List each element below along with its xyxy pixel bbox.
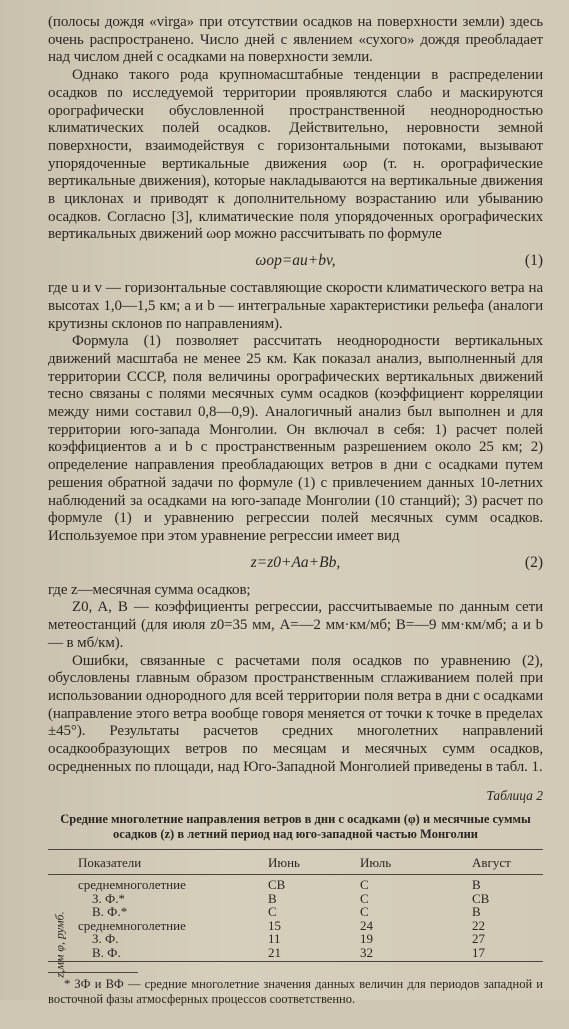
table-cell: 21 bbox=[268, 944, 281, 960]
table-cell: 22 bbox=[472, 917, 485, 933]
table-cell: С bbox=[360, 890, 369, 906]
table-body bbox=[48, 878, 543, 959]
paragraph-5: где z—месячная сумма осадков; bbox=[48, 581, 251, 598]
table-cell: В bbox=[472, 904, 481, 920]
header-august: Август bbox=[472, 855, 511, 871]
table-title: Средние многолетние направления ветров в дни с осадками (φ) и месячные суммы осадков (z) в летний период над юго-западной частью Монголии bbox=[60, 812, 531, 841]
table-cell: С bbox=[360, 904, 369, 920]
table-row-label: среднемноголетние bbox=[78, 917, 186, 933]
table-cell: 27 bbox=[472, 931, 485, 947]
table-cell: 17 bbox=[472, 944, 485, 960]
paragraph-4: Формула (1) позволяет рассчитать неоднородности вертикальных движений масштаба не менее 25 км. Как показал анализ, выполненный для территории СССР, поля величины орографических вертикальных движений тесно связаны с полями месячных сумм осадков (коэффициент корреляции между ними составил 0,8—0,9). Аналогичный анализ был выполнен и для территории юго-запада Монголии. Он включал в себя: 1) расчет полей коэффициентов a и b с пространственным разрешением около 25 км; 2) определение направления преобладающих ветров в дни с осадками путем решения обратной задачи по формуле (1) с привлечением данных 10-летних наблюдений за осадками на юго-западе Монголии (10 станций); 3) расчет по формуле (1) и уравнению регрессии полей месячных сумм осадков. Используемое при этом уравнение регрессии имеет вид bbox=[48, 333, 543, 544]
table-top-rule bbox=[48, 849, 543, 850]
paragraph-3: где u и v — горизонтальные составляющие скорости климатического ветра на высотах 1,0—1,5 км; a и b — интегральные характеристики рельефа (аналоги крутизны склонов по направлениям). bbox=[48, 280, 543, 332]
table-cell: 19 bbox=[360, 931, 373, 947]
formula-1-number: (1) bbox=[524, 252, 543, 270]
table-row bbox=[48, 919, 543, 933]
table-cell: С bbox=[360, 877, 369, 893]
table-row-label: В. Ф.* bbox=[92, 904, 128, 920]
table-row bbox=[48, 878, 543, 892]
table-row bbox=[48, 905, 543, 919]
table-row-label: В. Ф. bbox=[92, 944, 121, 960]
table-row bbox=[48, 946, 543, 960]
table-row-label: среднемноголетние bbox=[78, 877, 186, 893]
paragraph-6: Z0, A, B — коэффициенты регрессии, рассчитываемые по данным сети метеостанций (для июля z0=35 мм, A=—2 мм·км/мб; B=—9 мм·км/мб; a и b — в мб/км). bbox=[48, 599, 543, 651]
header-june: Июнь bbox=[268, 855, 300, 871]
paragraph-1: (полосы дождя «virga» при отсутствии осадков на поверхности земли) здесь очень распространено. Число дней с явлением «сухого» дождя преобладает над числом дней с осадками на поверхности земли. bbox=[48, 14, 543, 66]
table-cell: 24 bbox=[360, 917, 373, 933]
table-row bbox=[48, 932, 543, 946]
table-row-label: З. Ф. bbox=[92, 931, 119, 947]
paragraph-7: Ошибки, связанные с расчетами поля осадков по уравнению (2), обусловлены главным образом пространственным сглаживанием полей при использовании однородного для всей территории поля ветра в дни с осадками (направление этого ветра вообще говоря меняется от точки к точке в пределах ±45°). Результаты расчетов средних многолетних направлений осадкообразующих ветров по месяцам и месячных сумм осадков, осредненных по площади, над Юго-Западной Монголией приведены в табл. 1. bbox=[48, 652, 543, 775]
table-cell: В bbox=[268, 890, 277, 906]
header-indicators: Показатели bbox=[78, 855, 142, 871]
table-cell: 11 bbox=[268, 931, 281, 947]
table-cell: СВ bbox=[472, 890, 490, 906]
formula-1-text: ωор=au+bv, bbox=[255, 252, 336, 270]
formula-1 bbox=[48, 252, 543, 270]
table-bottom-rule bbox=[48, 961, 543, 962]
table-cell: 32 bbox=[360, 944, 373, 960]
side-label-text: z,мм φ, румб. bbox=[52, 911, 67, 979]
formula-2-number: (2) bbox=[524, 553, 543, 571]
table-row bbox=[48, 892, 543, 906]
paragraph-2: Однако такого рода крупномасштабные тенденции в распределении осадков по исследуемой территории проявляются слабо и маскируются орографически обусловленной пространственной неоднородностью климатических полей осадков. Действительно, неровности земной поверхности, взаимодействуя с горизонтальными потоками, вызывают упорядоченные вертикальные движения ωор (т. н. орографические вертикальные движения), которые накладываются на вертикальные движения в циклонах и приводят к дополнительному возрастанию или убыванию осадков. Согласно [3], климатические поля упорядоченных орографических вертикальных движений ωор можно рассчитывать по формуле bbox=[48, 67, 543, 243]
table-row-label: З. Ф.* bbox=[92, 890, 126, 906]
table-header-row bbox=[48, 852, 543, 875]
footnote: * ЗФ и ВФ — средние многолетние значения данных величин для периодов западной и восточной фазы атмосферных процессов соответственно. bbox=[48, 977, 543, 1007]
formula-2 bbox=[48, 554, 543, 572]
data-table bbox=[48, 849, 543, 979]
formula-2-text: z=z0+Aa+Bb, bbox=[250, 553, 341, 571]
header-july: Июль bbox=[360, 855, 392, 871]
table-cell: В bbox=[472, 877, 481, 893]
table-cell: СВ bbox=[268, 877, 286, 893]
table-label: Таблица 2 bbox=[486, 788, 543, 804]
table-cell: 15 bbox=[268, 917, 281, 933]
table-cell: С bbox=[268, 904, 277, 920]
